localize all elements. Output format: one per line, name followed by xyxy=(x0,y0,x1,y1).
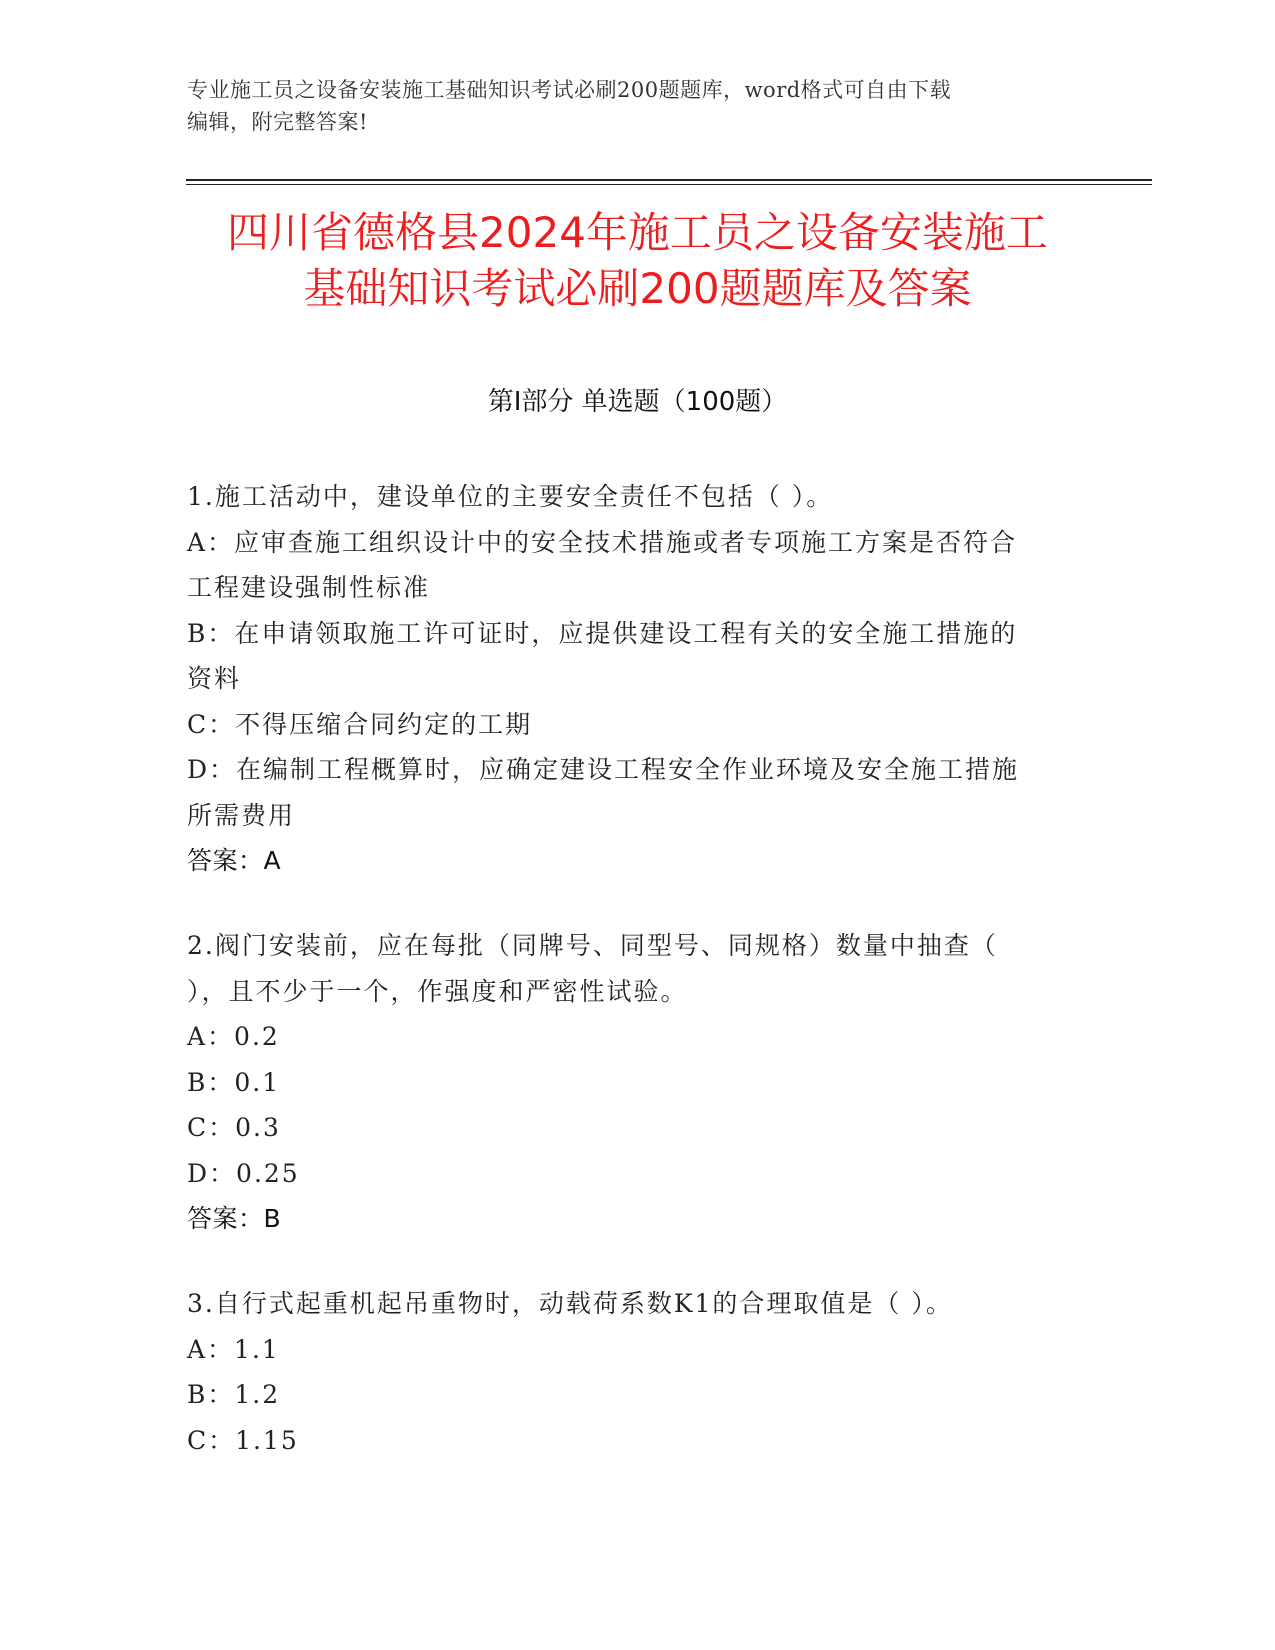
header-note-line: 编辑，附完整答案! xyxy=(187,110,368,134)
question-list xyxy=(187,474,1077,1503)
answer-option: C：不得压缩合同约定的工期 xyxy=(187,709,533,739)
question-item xyxy=(187,1281,1077,1463)
question-item xyxy=(187,923,1077,1241)
answer-option: B：在申请领取施工许可证时，应提供建设工程有关的安全施工措施的 xyxy=(187,618,1018,648)
answer-option: A：应审查施工组织设计中的安全技术措施或者专项施工方案是否符合 xyxy=(187,527,1018,557)
correct-answer: 答案：A xyxy=(187,846,282,875)
answer-option: A：0.2 xyxy=(187,1022,280,1051)
correct-answer: 答案：B xyxy=(187,1204,282,1233)
header-note-line: 专业施工员之设备安装施工基础知识考试必刷200题题库，word格式可自由下载 xyxy=(187,78,952,102)
question-stem: ），且不少于一个，作强度和严密性试验。 xyxy=(187,976,688,1006)
header-divider-thin xyxy=(186,184,1152,185)
document-title xyxy=(150,205,1125,317)
title-line: 四川省德格县2024年施工员之设备安装施工 xyxy=(227,208,1048,257)
question-stem: 3.自行式起重机起吊重物时，动载荷系数K1的合理取值是（ ）。 xyxy=(187,1289,953,1318)
answer-option: D：在编制工程概算时，应确定建设工程安全作业环境及安全施工措施 xyxy=(187,755,1020,784)
answer-option: 工程建设强制性标准 xyxy=(187,573,431,602)
question-stem: 1.施工活动中，建设单位的主要安全责任不包括（ ）。 xyxy=(187,482,834,511)
answer-option: 所需费用 xyxy=(187,800,296,830)
question-stem: 2.阀门安装前，应在每批（同牌号、同型号、同规格）数量中抽查（ xyxy=(187,931,998,960)
answer-option: C：1.15 xyxy=(187,1425,299,1455)
title-line: 基础知识考试必刷200题题库及答案 xyxy=(303,264,972,313)
answer-option: 资料 xyxy=(187,664,242,693)
answer-option: D：0.25 xyxy=(187,1158,300,1188)
answer-option: B：0.1 xyxy=(187,1067,281,1097)
answer-option: A：1.1 xyxy=(187,1334,280,1364)
question-item xyxy=(187,474,1077,883)
header-note xyxy=(187,74,1087,138)
answer-option: C：0.3 xyxy=(187,1113,281,1142)
answer-option: B：1.2 xyxy=(187,1380,281,1409)
header-divider xyxy=(186,179,1152,181)
section-title: 第Ⅰ部分 单选题（100题） xyxy=(487,387,788,417)
